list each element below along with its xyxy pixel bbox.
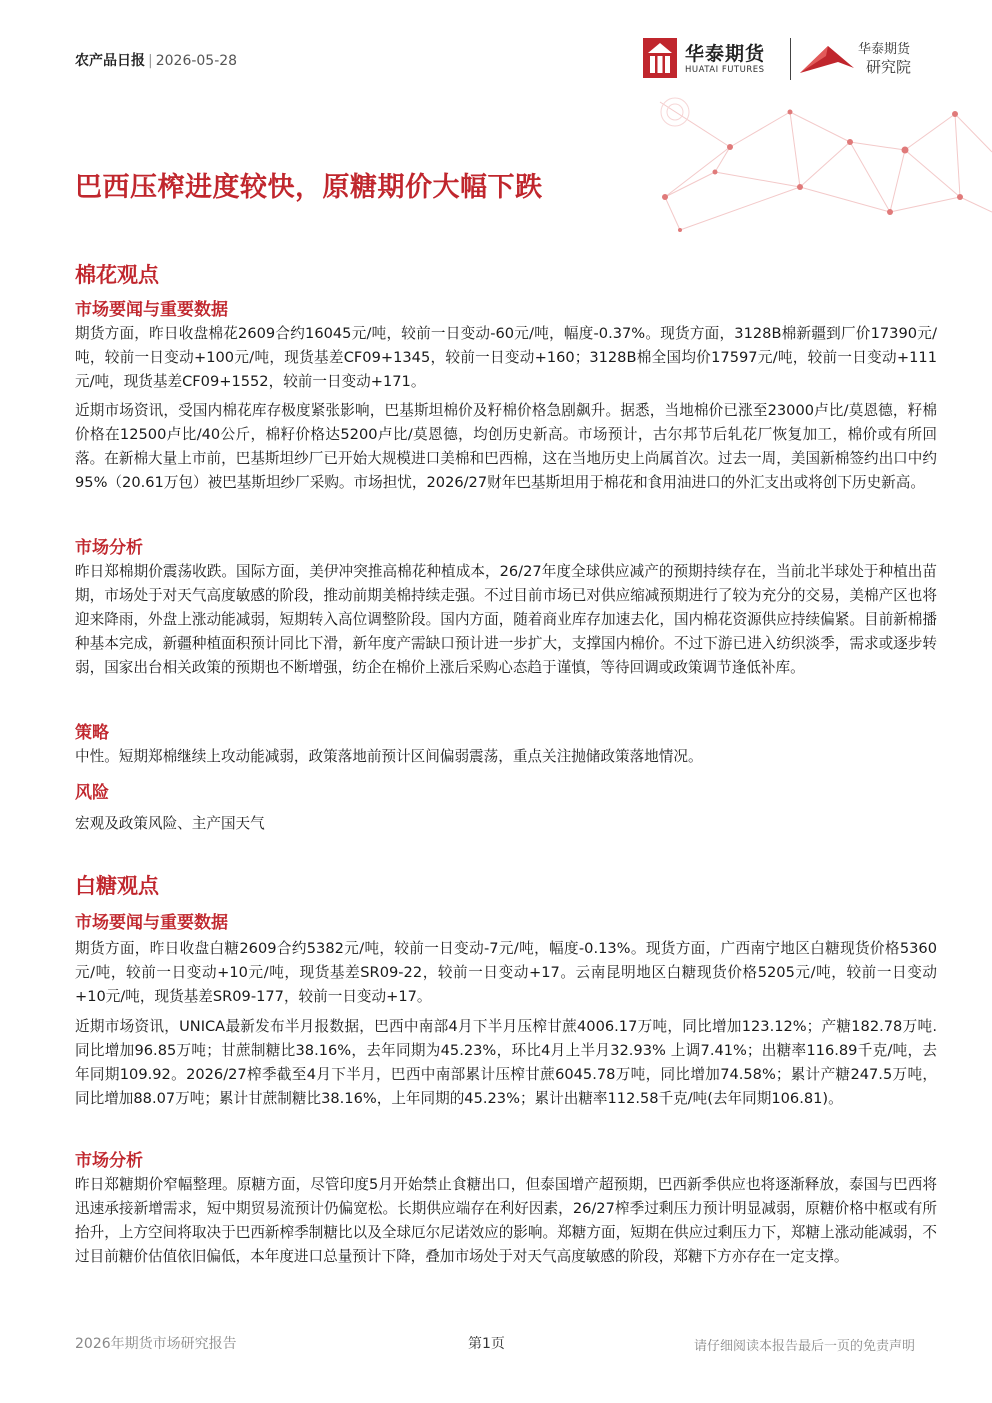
- report-date: 2026-05-28: [155, 53, 238, 69]
- cotton-analysis-paragraph: 昨日郑棉期价震荡收跌。国际方面，美伊冲突推高棉花种植成本，26/27年度全球供应减产的预期持续存在，当前北半球处于种植出苗期，市场处于对天气高度敏感的阶段，推动前期美棉持续走强。不过目前市场已对供应缩减预期进行了较为充分的交易，美棉产区也将迎来降雨，外盘上涨动能减弱，短期转入高位调整阶段。国内方面，随着商业库存加速去化，国内棉花资源供应持续偏紧。目前新棉播种基本完成，新疆种植面积预计同比下滑，新年度产需缺口预计进一步扩大，支撑国内棉价。不过下游已进入纺织淡季，需求或逐步转弱，国家出台相关政策的预期也不断增强，纺企在棉价上涨后采购心态趋于谨慎，等待回调或政策调节逢低补库。: [75, 563, 937, 676]
- logo-divider: [790, 38, 791, 80]
- report-header: [75, 50, 237, 70]
- decorative-network-graphic: [600, 92, 992, 232]
- huatai-futures-logo: [643, 38, 788, 80]
- sugar-analysis-heading: 市场分析: [75, 1151, 143, 1171]
- cotton-news-paragraph-1: 期货方面，昨日收盘棉花2609合约16045元/吨，较前一日变动-60元/吨，幅度-0.37%。现货方面，3128B棉新疆到厂价17390元/吨，较前一日变动+100元/吨，现货基差CF09+1345，较前一日变动+160；3128B棉全国均价17597元/吨，较前一日变动+111元/吨，现货基差CF09+1552，较前一日变动+171。: [75, 325, 937, 390]
- sugar-news-paragraph-2: 近期市场资讯，UNICA最新发布半月报数据，巴西中南部4月下半月压榨甘蔗4006.17万吨，同比增加123.12%；产糖182.78万吨.同比增加96.85万吨；甘蔗制糖比38.16%，去年同期为45.23%，环比4月上半月32.93% 上调7.41%；出糖率116.89千克/吨，去年同期109.92。2026/27榨季截至4月下半月，巴西中南部累计压榨甘蔗6045.78万吨，同比增加74.58%；累计产糖247.5万吨，同比增加88.07万吨；累计甘蔗制糖比38.16%，上年同期的45.23%；累计出糖率112.58千克/吨(去年同期106.81)。: [75, 1018, 937, 1107]
- research-institute-logo: [798, 36, 928, 82]
- logo-name-en: HUATAI FUTURES: [685, 65, 765, 75]
- sugar-section-heading: 白糖观点: [75, 874, 159, 898]
- huatai-logo-icon: [643, 38, 677, 78]
- cotton-risk-heading: 风险: [75, 783, 109, 803]
- cotton-risk-paragraph: 宏观及政策风险、主产国天气: [75, 815, 265, 832]
- sugar-news-heading: 市场要闻与重要数据: [75, 913, 228, 933]
- research-institute-logo-icon: [798, 40, 856, 76]
- footer-report-name: 2026年期货市场研究报告: [75, 1336, 237, 1352]
- cotton-analysis-heading: 市场分析: [75, 538, 143, 558]
- cotton-strategy-paragraph: 中性。短期郑棉继续上攻动能减弱，政策落地前预计区间偏弱震荡，重点关注抛储政策落地情况。: [75, 748, 703, 765]
- cotton-news-heading: 市场要闻与重要数据: [75, 300, 228, 320]
- header-separator: |: [148, 53, 153, 69]
- sugar-news-paragraph-1: 期货方面，昨日收盘白糖2609合约5382元/吨，较前一日变动-7元/吨，幅度-0.13%。现货方面，广西南宁地区白糖现货价格5360元/吨，较前一日变动+10元/吨，现货基差SR09-22，较前一日变动+17。云南昆明地区白糖现货价格5205元/吨，较前一日变动+10元/吨，现货基差SR09-177，较前一日变动+17。: [75, 940, 937, 1005]
- research-logo-line1: 华泰期货: [858, 42, 911, 57]
- cotton-strategy-heading: 策略: [75, 723, 109, 743]
- sugar-analysis-paragraph: 昨日郑糖期价窄幅整理。原糖方面，尽管印度5月开始禁止食糖出口，但泰国增产超预期，巴西新季供应也将逐渐释放，泰国与巴西将迅速承接新增需求，短中期贸易流预计仍偏宽松。长期供应端存在利好因素，26/27榨季过剩压力预计明显减弱，原糖价格中枢或有所抬升，上方空间将取决于巴西新榨季制糖比以及全球厄尔尼诺效应的影响。郑糖方面，短期在供应过剩压力下，郑糖上涨动能减弱，不过目前糖价估值依旧偏低，本年度进口总量预计下降，叠加市场处于对天气高度敏感的阶段，郑糖下方亦存在一定支撑。: [75, 1176, 937, 1265]
- report-title: 巴西压榨进度较快，原糖期价大幅下跌: [75, 172, 543, 203]
- research-logo-line2: 研究院: [866, 58, 912, 76]
- cotton-news-paragraph-2: 近期市场资讯，受国内棉花库存极度紧张影响，巴基斯坦棉价及籽棉价格急剧飙升。据悉，当地棉价已涨至23000卢比/莫恩德，籽棉价格在12500卢比/40公斤，棉籽价格达5200卢比/莫恩德，均创历史新高。市场预计，古尔邦节后轧花厂恢复加工，棉价或有所回落。在新棉大量上市前，巴基斯坦纱厂已开始大规模进口美棉和巴西棉，这在当地历史上尚属首次。过去一周，美国新棉签约出口中约95%（20.61万包）被巴基斯坦纱厂采购。市场担忧，2026/27财年巴基斯坦用于棉花和食用油进口的外汇支出或将创下历史新高。: [75, 402, 937, 491]
- footer-disclaimer: 请仔细阅读本报告最后一页的免责声明: [693, 1339, 915, 1354]
- logo-name-cn: 华泰期货: [685, 43, 766, 65]
- page-number: 第1页: [468, 1336, 505, 1352]
- report-category: 农产品日报: [75, 53, 145, 69]
- cotton-section-heading: 棉花观点: [75, 263, 159, 287]
